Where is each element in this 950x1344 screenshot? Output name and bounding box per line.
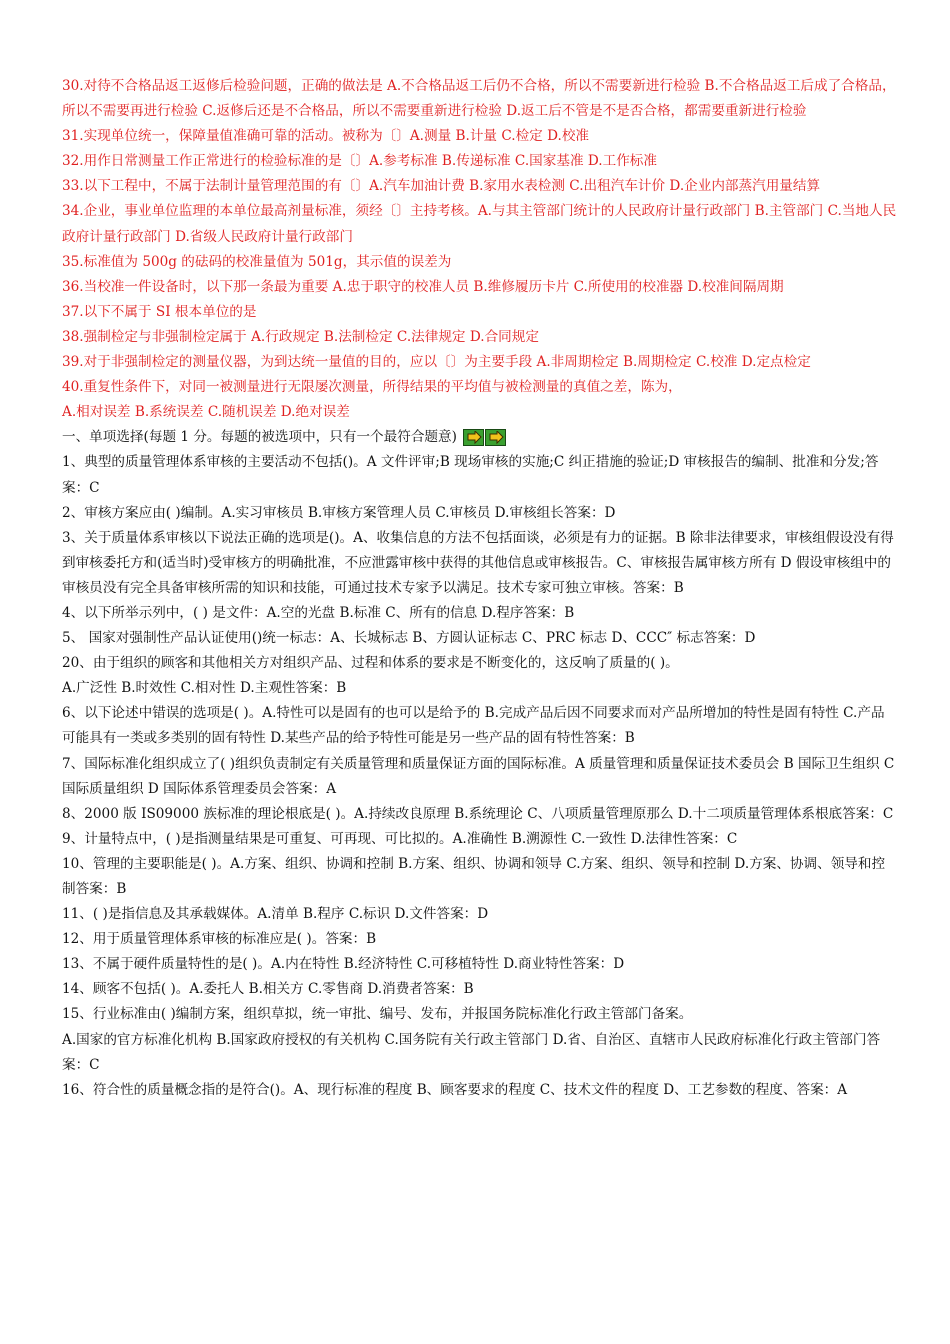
question-31: 31.实现单位统一，保障量值准确可靠的活动。被称为〔〕A.测量 B.计量 C.检定 D.校准 bbox=[62, 128, 590, 145]
question-10: 10、管理的主要职能是( )。A.方案、组织、协调和控制 B.方案、组织、协调和领导 C.方案、组织、领导和控制 D.方案、协调、领导和控制答案：B bbox=[62, 855, 886, 897]
question-20-options: A.广泛性 B.时效性 C.相对性 D.主观性答案：B bbox=[62, 680, 347, 697]
question-16: 16、符合性的质量概念指的是符合()。A、现行标准的程度 B、顾客要求的程度 C、技术文件的程度 D、工艺参数的程度、答案：A bbox=[62, 1081, 848, 1098]
question-38: 38.强制检定与非强制检定属于 A.行政规定 B.法制检定 C.法律规定 D.合同规定 bbox=[62, 328, 539, 345]
question-2: 2、审核方案应由( )编制。A.实习审核员 B.审核方案管理人员 C.审核员 D.审核组长答案：D bbox=[62, 504, 616, 521]
black-question-block bbox=[62, 450, 898, 1102]
section-heading: 一、单项选择(每题 1 分。每题的被选项中，只有一个最符合题意) bbox=[62, 429, 457, 446]
question-9: 9、计量特点中，( )是指测量结果是可重复、可再现、可比拟的。A.准确性 B.溯源性 C.一致性 D.法律性答案：C bbox=[62, 830, 738, 847]
question-34: 34.企业，事业单位监理的本单位最高剂量标准，须经〔〕主持考核。A.与其主管部门统计的人民政府计量行政部门 B.主管部门 C.当地人民政府计量行政部门 D.省级人民政府计量行政部门 bbox=[62, 203, 897, 245]
nav-icon-group[interactable] bbox=[463, 429, 506, 446]
question-40: 40.重复性条件下，对同一被测量进行无限屡次测量，所得结果的平均值与被检测量的真值之差，陈为， bbox=[62, 379, 682, 396]
question-12: 12、用于质量管理体系审核的标准应是( )。答案：B bbox=[62, 931, 377, 948]
question-20: 20、由于组织的顾客和其他相关方对组织产品、过程和体系的要求是不断变化的，这反响了质量的( )。 bbox=[62, 655, 679, 672]
prev-arrow-icon[interactable] bbox=[463, 429, 484, 446]
question-15: 15、行业标准由( )编制方案，组织草拟，统一审批、编号、发布，并报国务院标准化行政主管部门备案。 bbox=[62, 1006, 693, 1023]
red-question-block bbox=[62, 74, 898, 425]
question-40-options: A.相对误差 B.系统误差 C.随机误差 D.绝对误差 bbox=[62, 404, 350, 421]
question-6: 6、以下论述中错误的选项是( )。A.特性可以是固有的也可以是给予的 B.完成产品后因不同要求而对产品所增加的特性是固有特性 C.产品可能具有一类或多类别的固有特性 D.某些产品的给予特性可能是另一些产品的固有特性答案：B bbox=[62, 705, 885, 747]
question-39: 39.对于非强制检定的测量仪器，为到达统一量值的目的，应以〔〕为主要手段 A.非周期检定 B.周期检定 C.校准 D.定点检定 bbox=[62, 354, 811, 371]
question-7: 7、国际标准化组织成立了( )组织负责制定有关质量管理和质量保证方面的国际标准。A 质量管理和质量保证技术委员会 B 国际卫生组织 C 国际质量组织 D 国际体系管理委员会答案：A bbox=[62, 755, 895, 797]
question-30: 30.对待不合格品返工返修后检验问题，正确的做法是 A.不合格品返工后仍不合格，所以不需要新进行检验 B.不合格品返工后成了合格品，所以不需要再进行检验 C.返修后还是不合格品，所以不需要重新进行检验 D.返工后不管是不是否合格，都需要重新进行检验 bbox=[62, 78, 896, 120]
question-1: 1、典型的质量管理体系审核的主要活动不包括()。A 文件评审;B 现场审核的实施;C 纠正措施的验证;D 审核报告的编制、批准和分发;答案：C bbox=[62, 454, 879, 496]
question-32: 32.用作日常测量工作正常进行的检验标准的是〔〕A.参考标准 B.传递标准 C.国家基准 D.工作标准 bbox=[62, 153, 657, 170]
question-3: 3、关于质量体系审核以下说法正确的选项是()。A、收集信息的方法不包括面谈，必须是有力的证据。B 除非法律要求，审核组假设没有得到审核委托方和(适当时)受审核方的明确批准，不应泄露审核中获得的其他信息或审核报告。C、审核报告属审核方所有 D 假设审核组中的审核员没有完全具备审核所需的知识和技能，可通过技术专家予以满足。技术专家可独立审核。答案：B bbox=[62, 529, 894, 596]
question-14: 14、顾客不包括( )。A.委托人 B.相关方 C.零售商 D.消费者答案：B bbox=[62, 981, 474, 998]
question-33: 33.以下工程中，不属于法制计量管理范围的有〔〕A.汽车加油计费 B.家用水表检测 C.出租汽车计价 D.企业内部蒸汽用量结算 bbox=[62, 178, 821, 195]
document-page bbox=[62, 74, 898, 1103]
next-arrow-icon[interactable] bbox=[485, 429, 506, 446]
question-13: 13、不属于硬件质量特性的是( )。A.内在特性 B.经济特性 C.可移植特性 D.商业特性答案：D bbox=[62, 956, 625, 973]
question-11: 11、( )是指信息及其承载媒体。A.清单 B.程序 C.标识 D.文件答案：D bbox=[62, 906, 489, 923]
question-5: 5、 国家对强制性产品认证使用()统一标志：A、长城标志 B、方圆认证标志 C、PRC 标志 D、CCC″ 标志答案：D bbox=[62, 630, 756, 647]
question-36: 36.当校准一件设备时，以下那一条最为重要 A.忠于职守的校准人员 B.维修履历卡片 C.所使用的校准器 D.校准间隔周期 bbox=[62, 278, 784, 295]
question-15-options: A.国家的官方标准化机构 B.国家政府授权的有关机构 C.国务院有关行政主管部门 D.省、自治区、直辖市人民政府标准化行政主管部门答案：C bbox=[62, 1031, 881, 1073]
question-4: 4、以下所举示列中，( ) 是文件：A.空的光盘 B.标准 C、所有的信息 D.程序答案：B bbox=[62, 604, 575, 621]
question-37: 37.以下不属于 SI 根本单位的是 bbox=[62, 303, 257, 320]
question-35: 35.标准值为 500g 的砝码的校准量值为 501g，其示值的误差为 bbox=[62, 253, 452, 270]
question-8: 8、2000 版 IS09000 族标准的理论根底是( )。A.持续改良原理 B.系统理论 C、八项质量管理原那么 D.十二项质量管理体系根底答案：C bbox=[62, 805, 894, 822]
section-heading-line bbox=[62, 425, 898, 450]
